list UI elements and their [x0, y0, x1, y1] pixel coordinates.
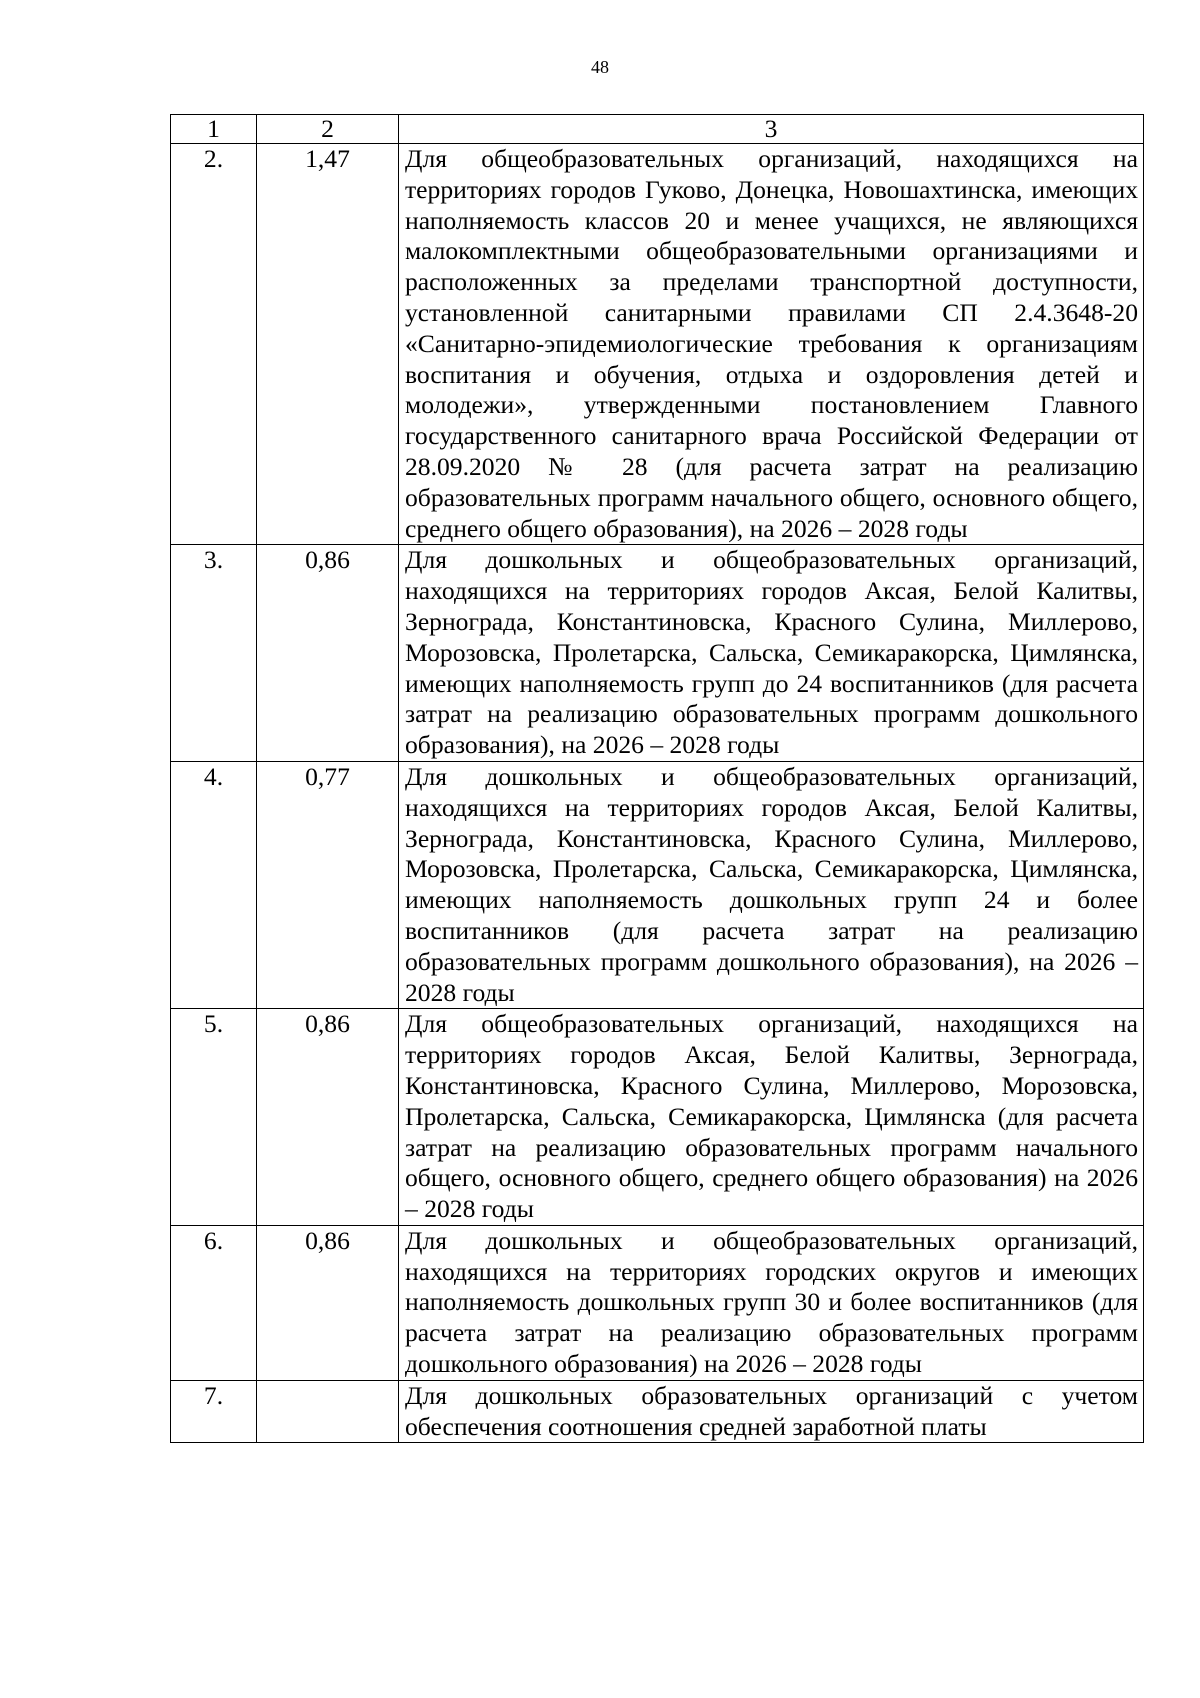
row-coefficient: 0,86 — [257, 1009, 399, 1226]
table-row — [171, 761, 1144, 1008]
row-coefficient: 0,86 — [257, 1225, 399, 1380]
row-description: Для дошкольных и общеобразовательных организаций, находящихся на территориях городов Аксая, Белой Калитвы, Зернограда, Константиновска, Красного Сулина, Миллерово, Морозовска, Пролетарска, Сальска, Семикаракорска, Цимлянска, имеющих наполняемость групп до 24 воспитанников (для расчета затрат на реализацию образовательных программ дошкольного образования), на 2026 – 2028 годы — [399, 545, 1144, 762]
table-row — [171, 1225, 1144, 1380]
row-number: 5. — [171, 1009, 257, 1226]
row-number: 4. — [171, 761, 257, 1008]
row-number: 7. — [171, 1380, 257, 1443]
row-description: Для общеобразовательных организаций, находящихся на территориях городов Аксая, Белой Калитвы, Зернограда, Константиновска, Красного Сулина, Миллерово, Морозовска, Пролетарска, Сальска, Семикаракорска, Цимлянска (для расчета затрат на реализацию образовательных программ начального общего, основного общего, среднего общего образования) на 2026 – 2028 годы — [399, 1009, 1144, 1226]
row-description: Для дошкольных образовательных организаций с учетом обеспечения соотношения средней заработной платы — [399, 1380, 1144, 1443]
table-header-row — [171, 115, 1144, 144]
row-coefficient: 0,86 — [257, 545, 399, 762]
table-row — [171, 545, 1144, 762]
coefficients-table — [170, 114, 1144, 1443]
column-header: 3 — [399, 115, 1144, 144]
row-description: Для общеобразовательных организаций, находящихся на территориях городов Гуково, Донецка, Новошахтинска, имеющих наполняемость классов 20 и менее учащихся, не являющихся малокомплектными общеобразовательными организациями и расположенных за пределами транспортной доступности, установленной санитарными правилами СП 2.4.3648-20 «Санитарно-эпидемиологические требования к организациям воспитания и обучения, отдыха и оздоровления детей и молодежи», утвержденными постановлением Главного государственного санитарного врача Российской Федерации от 28.09.2020 № 28 (для расчета затрат на реализацию образовательных программ начального общего, основного общего, среднего общего образования), на 2026 – 2028 годы — [399, 144, 1144, 545]
column-header: 1 — [171, 115, 257, 144]
table-row — [171, 1380, 1144, 1443]
row-number: 6. — [171, 1225, 257, 1380]
row-number: 2. — [171, 144, 257, 545]
row-coefficient — [257, 1380, 399, 1443]
row-description: Для дошкольных и общеобразовательных организаций, находящихся на территориях городских округов и имеющих наполняемость дошкольных групп 30 и более воспитанников (для расчета затрат на реализацию образовательных программ дошкольного образования) на 2026 – 2028 годы — [399, 1225, 1144, 1380]
row-coefficient: 0,77 — [257, 761, 399, 1008]
page-number: 48 — [591, 57, 609, 77]
row-coefficient: 1,47 — [257, 144, 399, 545]
table-row — [171, 1009, 1144, 1226]
column-header: 2 — [257, 115, 399, 144]
row-number: 3. — [171, 545, 257, 762]
table-row — [171, 144, 1144, 545]
row-description: Для дошкольных и общеобразовательных организаций, находящихся на территориях городов Аксая, Белой Калитвы, Зернограда, Константиновска, Красного Сулина, Миллерово, Морозовска, Пролетарска, Сальска, Семикаракорска, Цимлянска, имеющих наполняемость дошкольных групп 24 и более воспитанников (для расчета затрат на реализацию образовательных программ дошкольного образования), на 2026 – 2028 годы — [399, 761, 1144, 1008]
